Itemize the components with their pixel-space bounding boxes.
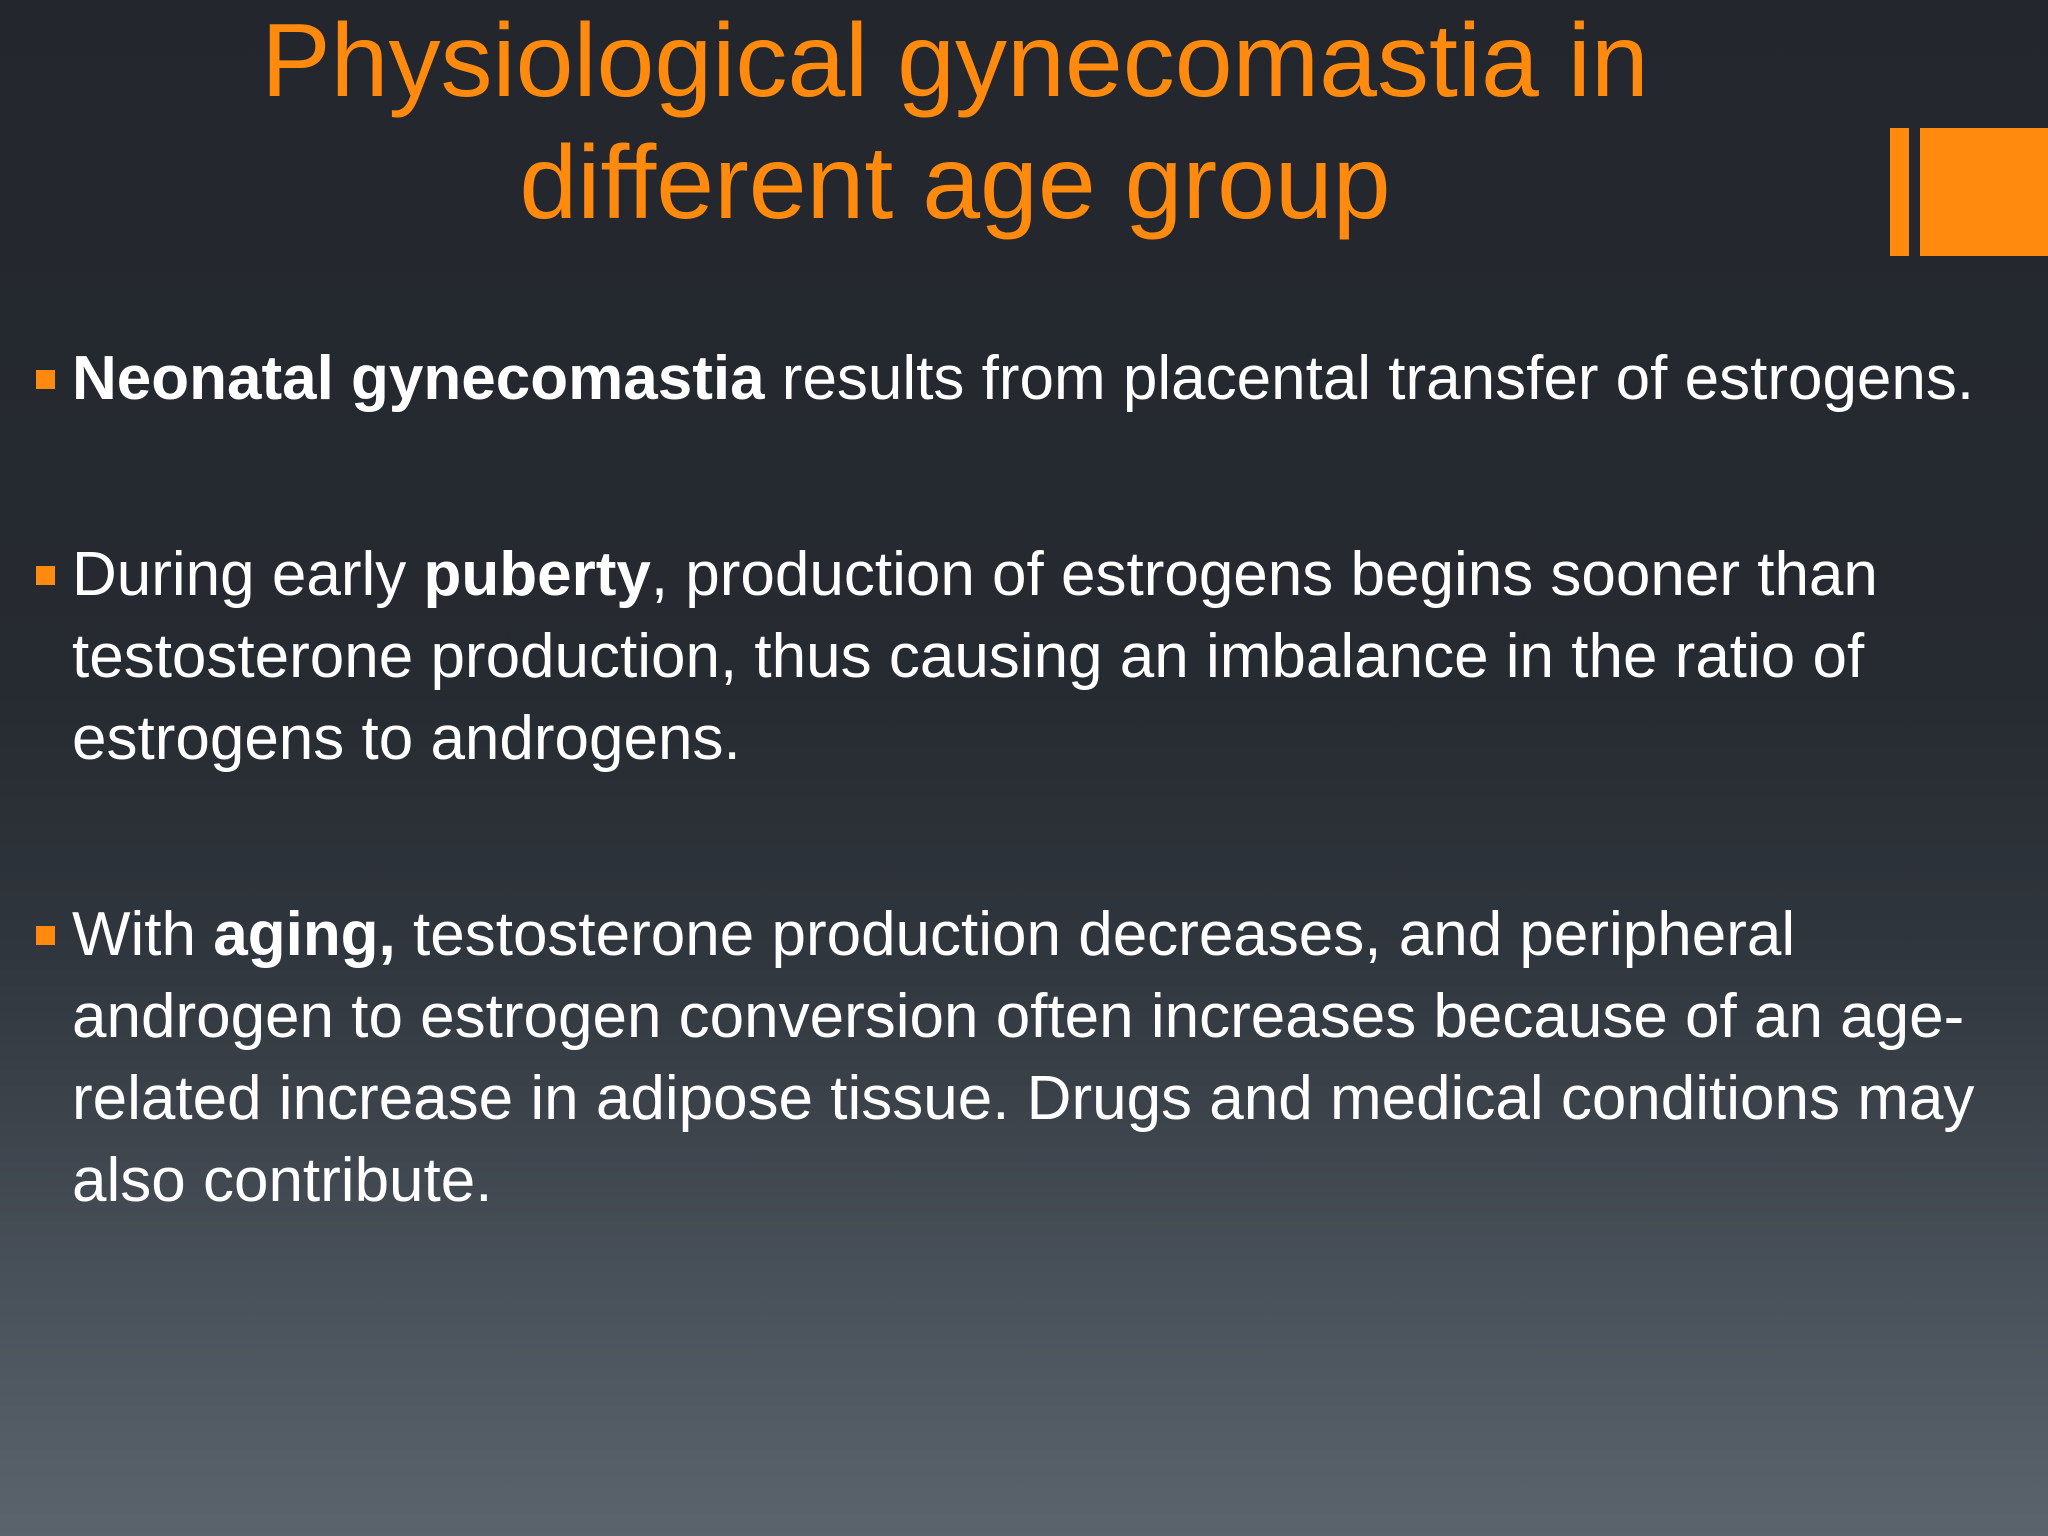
bullet-text — [72, 900, 1974, 1215]
slide-title — [150, 0, 1760, 244]
bullet-list — [72, 338, 2002, 1222]
bullet-term: aging, — [213, 900, 396, 969]
bullet-lead: With — [72, 900, 214, 969]
slide-title-line-2: different age group — [519, 125, 1391, 241]
square-bullet-icon — [36, 566, 55, 585]
bullet-text — [72, 540, 1878, 773]
bullet-body: testosterone production decreases, and peripheral androgen to estrogen conversion often increases because of an age-related increase in adipose tissue. Drugs and medical conditions may also contribute. — [72, 900, 1975, 1215]
square-bullet-icon — [36, 370, 55, 389]
square-bullet-icon — [36, 926, 55, 945]
bullet-term: puberty — [423, 540, 651, 609]
bullet-text — [72, 344, 1974, 413]
accent-block-decoration — [1920, 128, 2048, 256]
bullet-body: , production of estrogens begins sooner than testosterone production, thus causing an imbalance in the ratio of estrogens to androgens. — [72, 540, 1878, 773]
bullet-body: results from placental transfer of estrogens. — [764, 344, 1975, 413]
bullet-neonatal — [72, 338, 2002, 420]
accent-bar-decoration — [1890, 128, 1909, 256]
bullet-lead: During early — [72, 540, 424, 609]
bullet-puberty — [72, 534, 2002, 780]
bullet-term: Neonatal gynecomastia — [72, 344, 765, 413]
bullet-aging — [72, 894, 2002, 1222]
slide-title-line-1: Physiological gynecomastia in — [261, 3, 1649, 119]
